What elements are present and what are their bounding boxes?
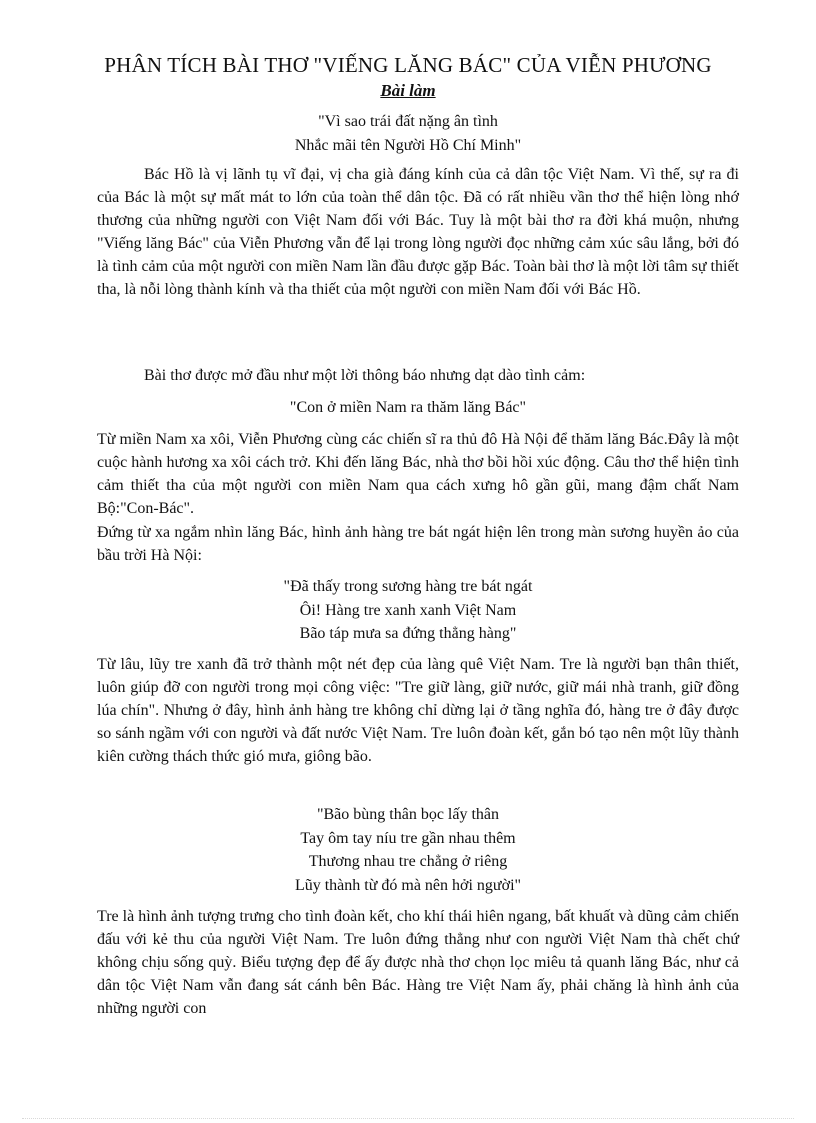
paragraph-journey: Từ miền Nam xa xôi, Viễn Phương cùng các chiến sĩ ra thủ đô Hà Nội để thăm lăng Bác.Đây là một cuộc hành hương xa xôi cách trở. Khi đến lăng Bác, nhà thơ bồi hồi xúc động. Câu thơ thể hiện tình cảm thiết tha của một người con miền Nam qua cách xưng hô gần gũi, mang đậm chất Nam Bộ:"Con-Bác". xyxy=(97,431,739,517)
page-bottom-divider xyxy=(22,1118,794,1119)
paragraph-intro: Bác Hồ là vị lãnh tụ vĩ đại, vị cha già đáng kính của cả dân tộc Việt Nam. Vì thế, sự ra đi của Bác là một sự mất mát to lớn của toàn thể dân tộc. Đã có rất nhiều vần thơ thể hiện lòng nhớ thương của những người con Việt Nam đối với Bác. Tuy là một bài thơ ra đời khá muộn, nhưng "Viếng lăng Bác" của Viễn Phương vẫn để lại trong lòng người đọc những cảm xúc sâu lắng, bởi đó là tình cảm của một người con miền Nam lần đầu được gặp Bác. Toàn bài thơ là một lời tâm sự thiết tha, là nỗi lòng thành kính và tha thiết của một người con miền Nam đối với Bác Hồ. xyxy=(97,166,739,298)
epigraph-line: Nhắc mãi tên Người Hồ Chí Minh" xyxy=(294,136,522,154)
verse-bamboo xyxy=(60,575,756,646)
verse-line: Lũy thành từ đó mà nên hởi người" xyxy=(294,876,522,894)
document-title: PHÂN TÍCH BÀI THƠ "VIẾNG LĂNG BÁC" CỦA VIỄN PHƯƠNG xyxy=(104,53,712,77)
paragraph-bamboo-intro: Đứng từ xa ngắm nhìn lăng Bác, hình ảnh hàng tre bát ngát hiện lên trong màn sương huyền ảo của bầu trời Hà Nội: xyxy=(97,524,739,564)
epigraph-line: "Vì sao trái đất nặng ân tình xyxy=(318,113,498,130)
document-subtitle: Bài làm xyxy=(380,81,436,100)
quote-text: "Con ở miền Nam ra thăm lăng Bác" xyxy=(289,399,527,416)
verse-line: "Bão bùng thân bọc lấy thân xyxy=(316,806,500,823)
epigraph xyxy=(60,110,756,157)
verse-solidarity xyxy=(60,803,756,897)
quote-line xyxy=(60,396,756,420)
verse-line: Thương nhau tre chẳng ở riêng xyxy=(308,853,508,870)
paragraph-symbol: Tre là hình ảnh tượng trưng cho tình đoàn kết, cho khí thái hiên ngang, bất khuất và dũng cảm chiến đấu với kẻ thu của người Việt Nam. Tre luôn đứng thẳng như con người Việt Nam thà chết chứ không chịu sống quỳ. Biểu tượng đẹp để ấy được nhà thơ chọn lọc miêu tả quanh lăng Bác, như cả dân tộc Việt Nam vẫn đang sát cánh bên Bác. Hàng tre Việt Nam ấy, phải chăng là hình ảnh của những người con xyxy=(97,908,739,1017)
paragraph-bamboo-meaning: Từ lâu, lũy tre xanh đã trở thành một nét đẹp của làng quê Việt Nam. Tre là người bạn thân thiết, luôn giúp đỡ con người trong mọi công việc: "Tre giữ làng, giữ nước, giữ mái nhà tranh, giữ đồng lúa chín". Nhưng ở đây, hình ảnh hàng tre không chỉ dừng lại ở tầng nghĩa đó, hàng tre ở đây được so sánh ngầm với con người và đất nước Việt Nam. Tre luôn đoàn kết, gắn bó tạo nên một lũy thành kiên cường thách thức gió mưa, giông bão. xyxy=(97,656,739,765)
verse-line: Tay ôm tay níu tre gần nhau thêm xyxy=(300,829,516,847)
verse-line: "Đã thấy trong sương hàng tre bát ngát xyxy=(283,578,533,595)
verse-line: Ôi! Hàng tre xanh xanh Việt Nam xyxy=(299,601,517,619)
verse-line: Bão táp mưa sa đứng thẳng hàng" xyxy=(299,625,517,642)
paragraph-opening: Bài thơ được mở đầu như một lời thông báo nhưng dạt dào tình cảm: xyxy=(144,367,586,384)
